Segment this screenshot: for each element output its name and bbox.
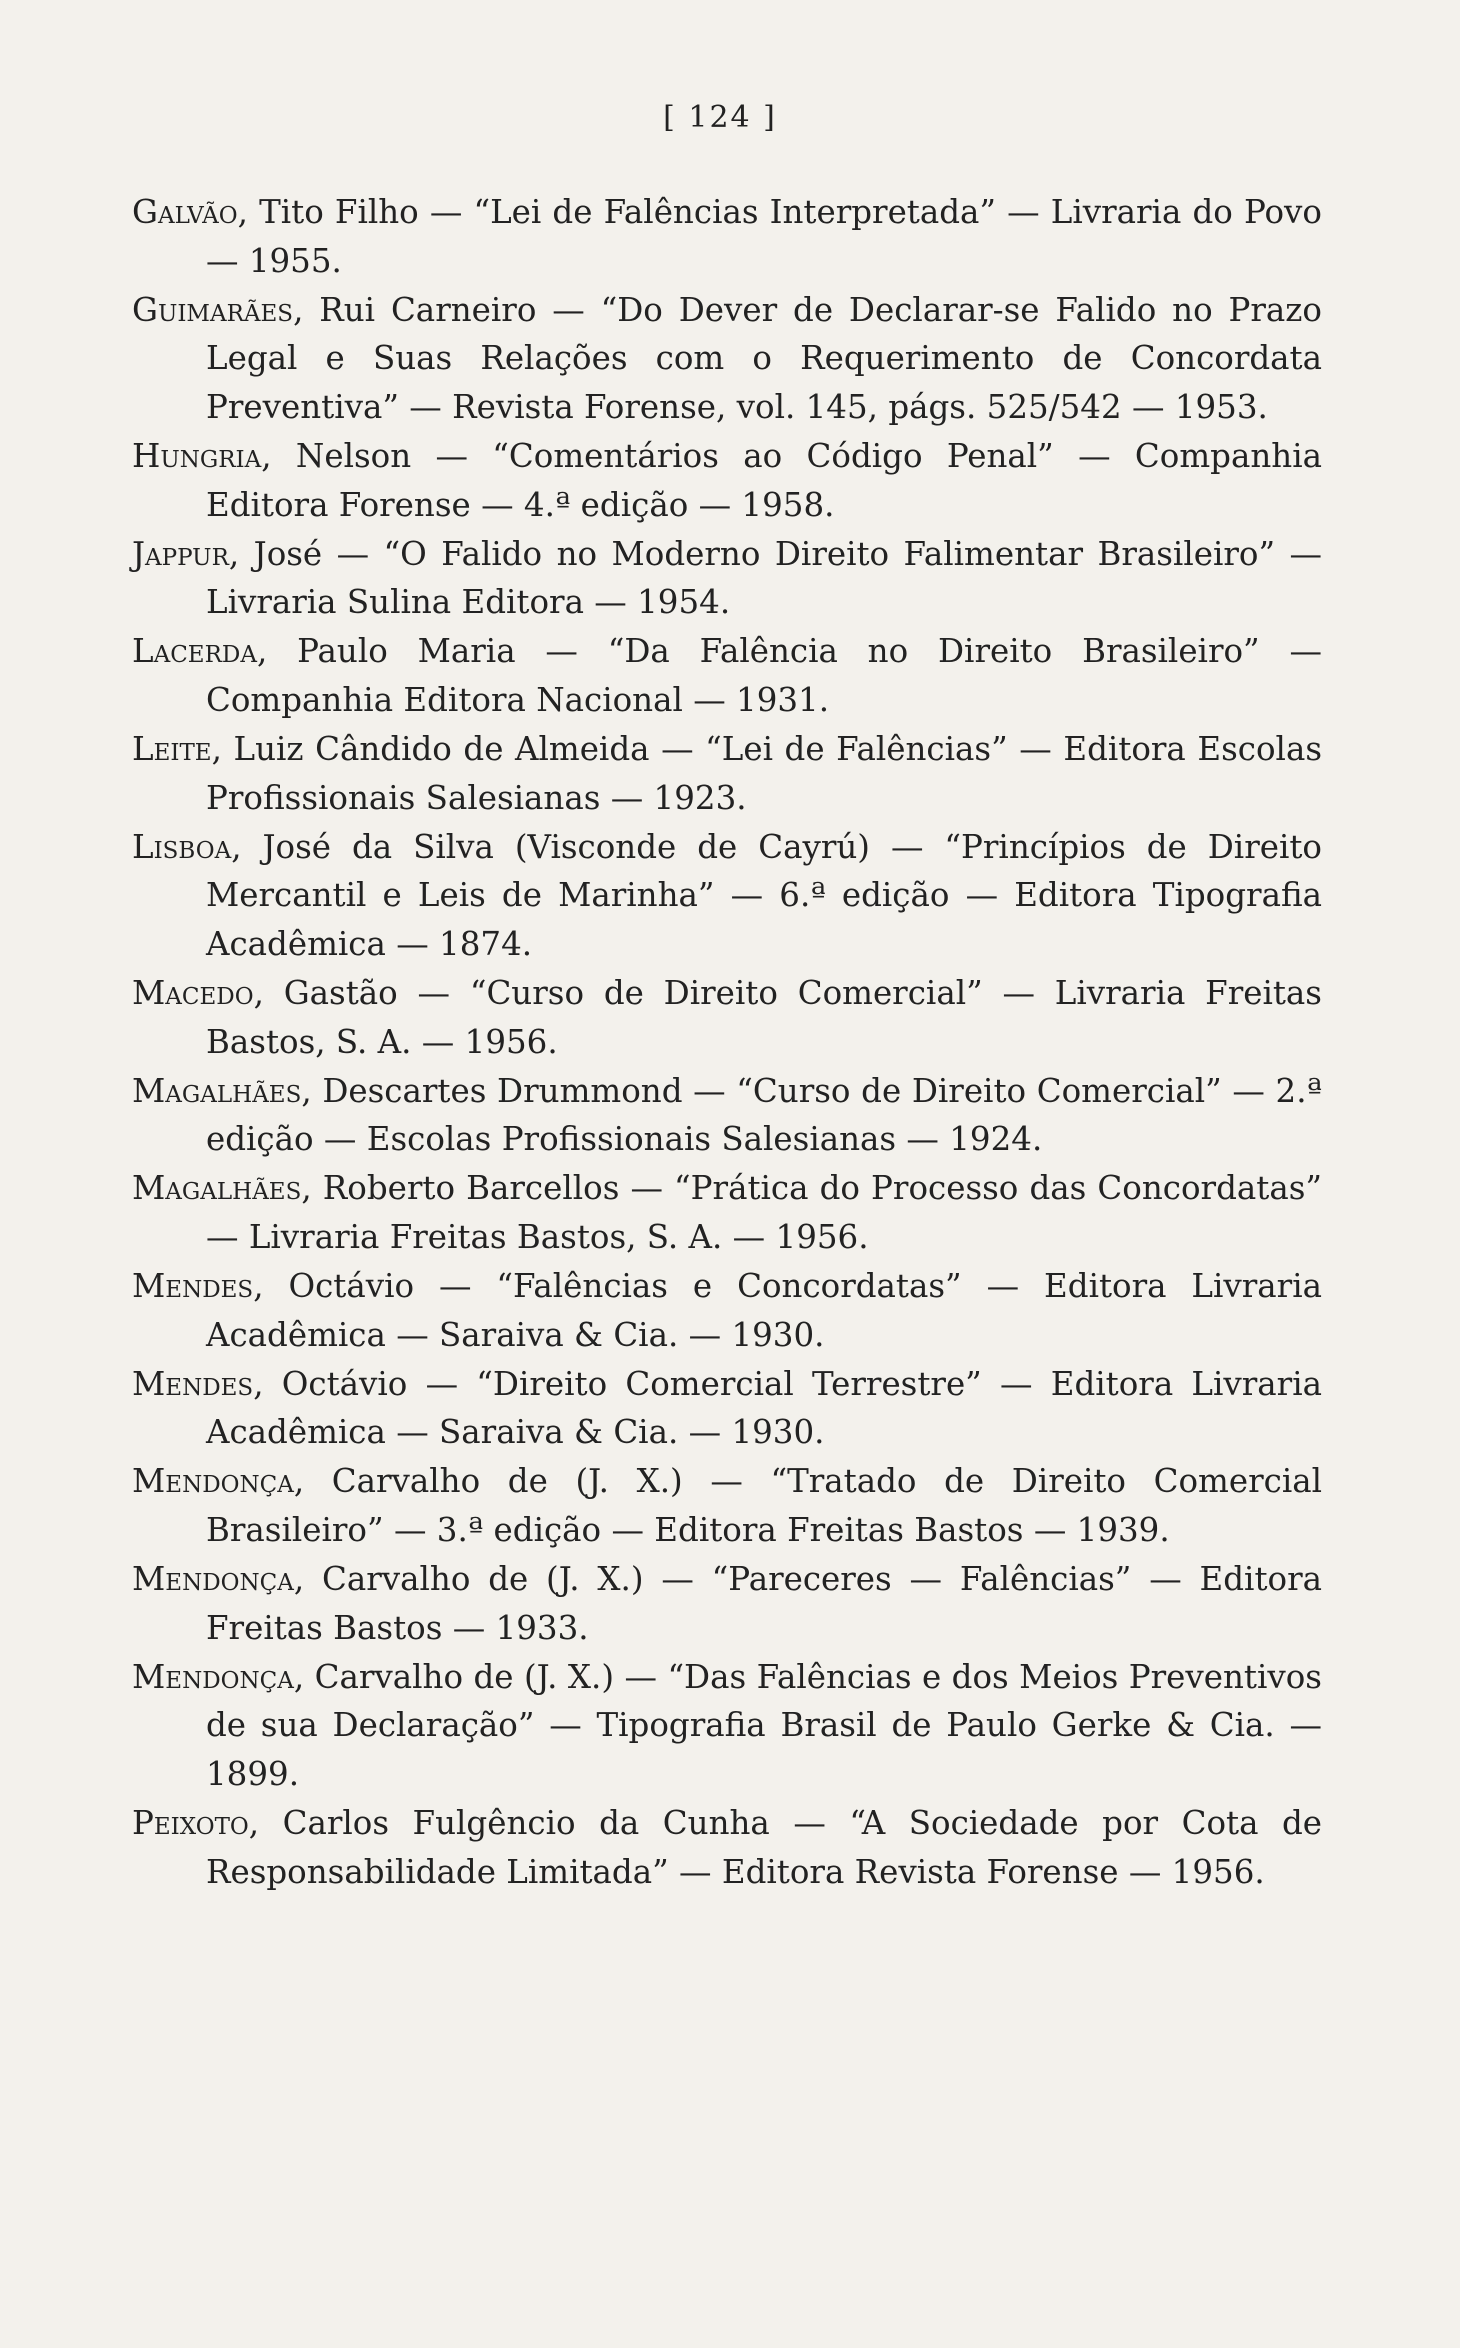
bibliography-entry bbox=[132, 1457, 1322, 1554]
bibliography-entry bbox=[132, 530, 1322, 627]
page-number: [ 124 ] bbox=[663, 100, 777, 135]
entry-text: , José da Silva (Visconde de Cayrú) — “Princípios de Direito Mercantil e Leis de Marinha” — 6.ª edição — Editora Tipografia Acadêmica — 1874. bbox=[206, 827, 1322, 963]
bibliography-entry bbox=[132, 1360, 1322, 1457]
author-surname: Magalhães bbox=[132, 1071, 302, 1110]
entry-text: , Carvalho de (J. X.) — “Das Falências e dos Meios Preventivos de sua Declaração” — Tipografia Brasil de Paulo Gerke & Cia. — 1899. bbox=[206, 1657, 1322, 1793]
entry-text: , Carlos Fulgêncio da Cunha — “A Sociedade por Cota de Responsabilidade Limitada” — Editora Revista Forense — 1956. bbox=[206, 1804, 1322, 1891]
author-surname: Mendonça bbox=[132, 1560, 294, 1599]
author-surname: Peixoto bbox=[132, 1804, 249, 1843]
bibliography-entry bbox=[132, 1067, 1322, 1164]
author-surname: Macedo bbox=[132, 974, 254, 1012]
author-surname: Lisboa bbox=[132, 827, 232, 866]
entry-text: , Rui Carneiro — “Do Dever de Declarar-se Falido no Prazo Legal e Suas Relações com o Requerimento de Concordata Preventiva” — Revista Forense, vol. 145, págs. 525/542 — 1953. bbox=[206, 290, 1322, 426]
bibliography-entry bbox=[132, 969, 1322, 1066]
author-surname: Mendonça bbox=[132, 1657, 294, 1696]
entry-text: , Paulo Maria — “Da Falência no Direito Brasileiro” — Companhia Editora Nacional — 1931. bbox=[206, 632, 1322, 719]
bibliography-entry bbox=[132, 432, 1322, 529]
bibliography-entry bbox=[132, 286, 1322, 432]
entry-text: , José — “O Falido no Moderno Direito Falimentar Brasileiro” — Livraria Sulina Editora — 1954. bbox=[206, 534, 1322, 622]
entry-text: , Luiz Cândido de Almeida — “Lei de Falências” — Editora Escolas Profissionais Salesianas — 1923. bbox=[206, 730, 1322, 817]
bibliography-entry bbox=[132, 1555, 1322, 1652]
bibliography-entry bbox=[132, 1164, 1322, 1261]
entry-text: , Octávio — “Direito Comercial Terrestre” — Editora Livraria Acadêmica — Saraiva & Cia. — 1930. bbox=[206, 1364, 1322, 1452]
bibliography-list bbox=[132, 188, 1322, 1897]
author-surname: Jappur bbox=[132, 534, 229, 573]
author-surname: Hungria bbox=[132, 436, 262, 475]
bibliography-entry bbox=[132, 823, 1322, 969]
bibliography-entry bbox=[132, 1653, 1322, 1799]
author-surname: Galvão bbox=[132, 193, 238, 231]
bibliography-entry bbox=[132, 725, 1322, 822]
author-surname: Leite bbox=[132, 730, 212, 769]
author-surname: Mendonça bbox=[132, 1462, 294, 1501]
author-surname: Magalhães bbox=[132, 1169, 302, 1208]
author-surname: Mendes bbox=[132, 1267, 254, 1306]
entry-text: , Nelson — “Comentários ao Código Penal” — Companhia Editora Forense — 4.ª edição — 1958. bbox=[206, 436, 1322, 524]
bibliography-entry bbox=[132, 1262, 1322, 1359]
entry-text: , Gastão — “Curso de Direito Comercial” — Livraria Freitas Bastos, S. A. — 1956. bbox=[206, 974, 1322, 1061]
author-surname: Guimarães bbox=[132, 290, 294, 329]
bibliography-entry bbox=[132, 627, 1322, 724]
entry-text: , Descartes Drummond — “Curso de Direito Comercial” — 2.ª edição — Escolas Profissionais Salesianas — 1924. bbox=[206, 1071, 1322, 1159]
bibliography-entry bbox=[132, 1799, 1322, 1896]
entry-text: , Carvalho de (J. X.) — “Pareceres — Falências” — Editora Freitas Bastos — 1933. bbox=[206, 1560, 1322, 1647]
author-surname: Mendes bbox=[132, 1364, 254, 1403]
entry-text: , Carvalho de (J. X.) — “Tratado de Direito Comercial Brasileiro” — 3.ª edição — Editora Freitas Bastos — 1939. bbox=[206, 1462, 1322, 1550]
entry-text: , Octávio — “Falências e Concordatas” — Editora Livraria Acadêmica — Saraiva & Cia. — 1930. bbox=[206, 1267, 1322, 1354]
entry-text: , Tito Filho — “Lei de Falências Interpretada” — Livraria do Povo — 1955. bbox=[206, 193, 1322, 280]
author-surname: Lacerda bbox=[132, 632, 257, 671]
bibliography-entry bbox=[132, 188, 1322, 285]
entry-text: , Roberto Barcellos — “Prática do Processo das Concordatas” — Livraria Freitas Bastos, S. A. — 1956. bbox=[206, 1169, 1322, 1256]
